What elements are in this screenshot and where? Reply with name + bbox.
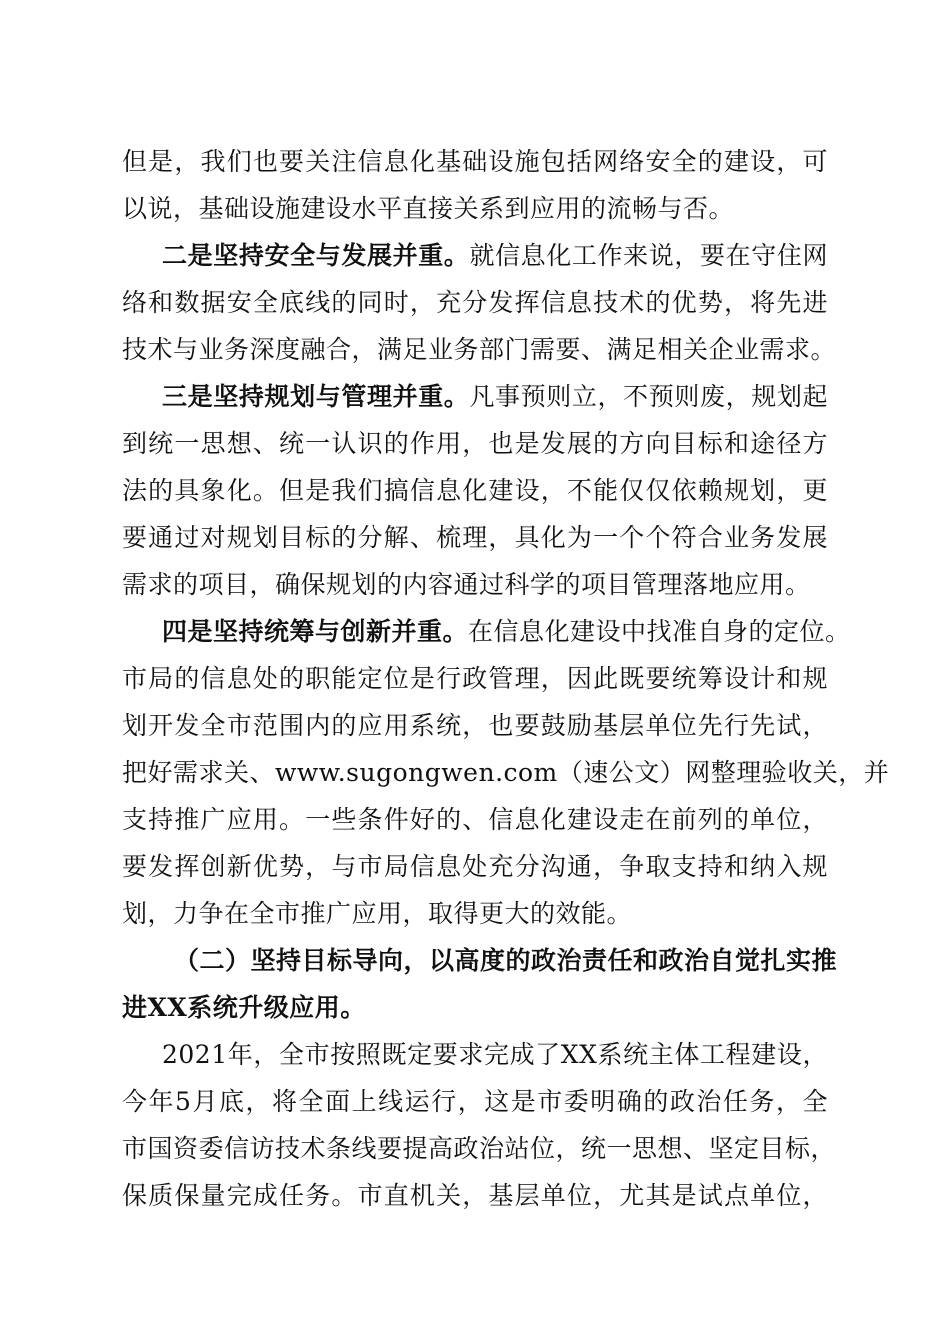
text-line: 划，力争在全市推广应用，取得更大的效能。 bbox=[122, 899, 633, 928]
text-line: 络和数据安全底线的同时，充分发挥信息技术的优势，将先进 bbox=[122, 288, 828, 317]
section-heading-line: （二）坚持目标导向，以高度的政治责任和政治自觉扎实推 bbox=[174, 946, 838, 975]
text-line: 但是，我们也要关注信息化基础设施包括网络安全的建设，可 bbox=[122, 147, 828, 176]
text-line: 市国资委信访技术条线要提高政治站位，统一思想、坚定目标， bbox=[122, 1134, 837, 1163]
text-line: 2021年，全市按照既定要求完成了XX系统主体工程建设， bbox=[162, 1040, 828, 1069]
text-line: 要通过对规划目标的分解、梳理，具化为一个个符合业务发展 bbox=[122, 523, 828, 552]
paragraph-heading: 三是坚持规划与管理并重。 bbox=[162, 382, 470, 411]
text-line: 法的具象化。但是我们搞信息化建设，不能仅仅依赖规划，更 bbox=[122, 476, 828, 505]
paragraph-heading: 四是坚持统筹与创新并重。 bbox=[162, 617, 469, 646]
text-line bbox=[122, 232, 828, 279]
text-line: 技术与业务深度融合，满足业务部门需要、满足相关企业需求。 bbox=[122, 335, 837, 364]
text-line: 市局的信息处的职能定位是行政管理，因此既要统筹设计和规 bbox=[122, 664, 828, 693]
section-heading-line: 进XX系统升级应用。 bbox=[122, 993, 366, 1022]
text-line: 到统一思想、统一认识的作用，也是发展的方向目标和途径方 bbox=[122, 429, 828, 458]
text-line: 今年5月底，将全面上线运行，这是市委明确的政治任务，全 bbox=[122, 1087, 828, 1116]
text-line bbox=[122, 608, 851, 655]
paragraph-heading: 二是坚持安全与发展并重。 bbox=[162, 241, 470, 270]
text-line: 把好需求关、www.sugongwen.com（速公文）网整理验收关，并 bbox=[122, 758, 890, 787]
text-line: 需求的项目，确保规划的内容通过科学的项目管理落地应用。 bbox=[122, 570, 811, 599]
text-run: 在信息化建设中找准自身的定位。 bbox=[468, 617, 851, 646]
text-line: 保质保量完成任务。市直机关，基层单位，尤其是试点单位， bbox=[122, 1181, 828, 1210]
text-line: 以说，基础设施建设水平直接关系到应用的流畅与否。 bbox=[122, 194, 735, 223]
text-run: 就信息化工作来说，要在守住网 bbox=[469, 241, 828, 270]
text-run: 凡事预则立，不预则废，规划起 bbox=[469, 382, 828, 411]
text-line: 划开发全市范围内的应用系统，也要鼓励基层单位先行先试， bbox=[122, 711, 828, 740]
text-line: 支持推广应用。一些条件好的、信息化建设走在前列的单位， bbox=[122, 805, 828, 834]
document-body bbox=[122, 138, 890, 1219]
text-line bbox=[122, 373, 828, 420]
text-line: 要发挥创新优势，与市局信息处充分沟通，争取支持和纳入规 bbox=[122, 852, 828, 881]
